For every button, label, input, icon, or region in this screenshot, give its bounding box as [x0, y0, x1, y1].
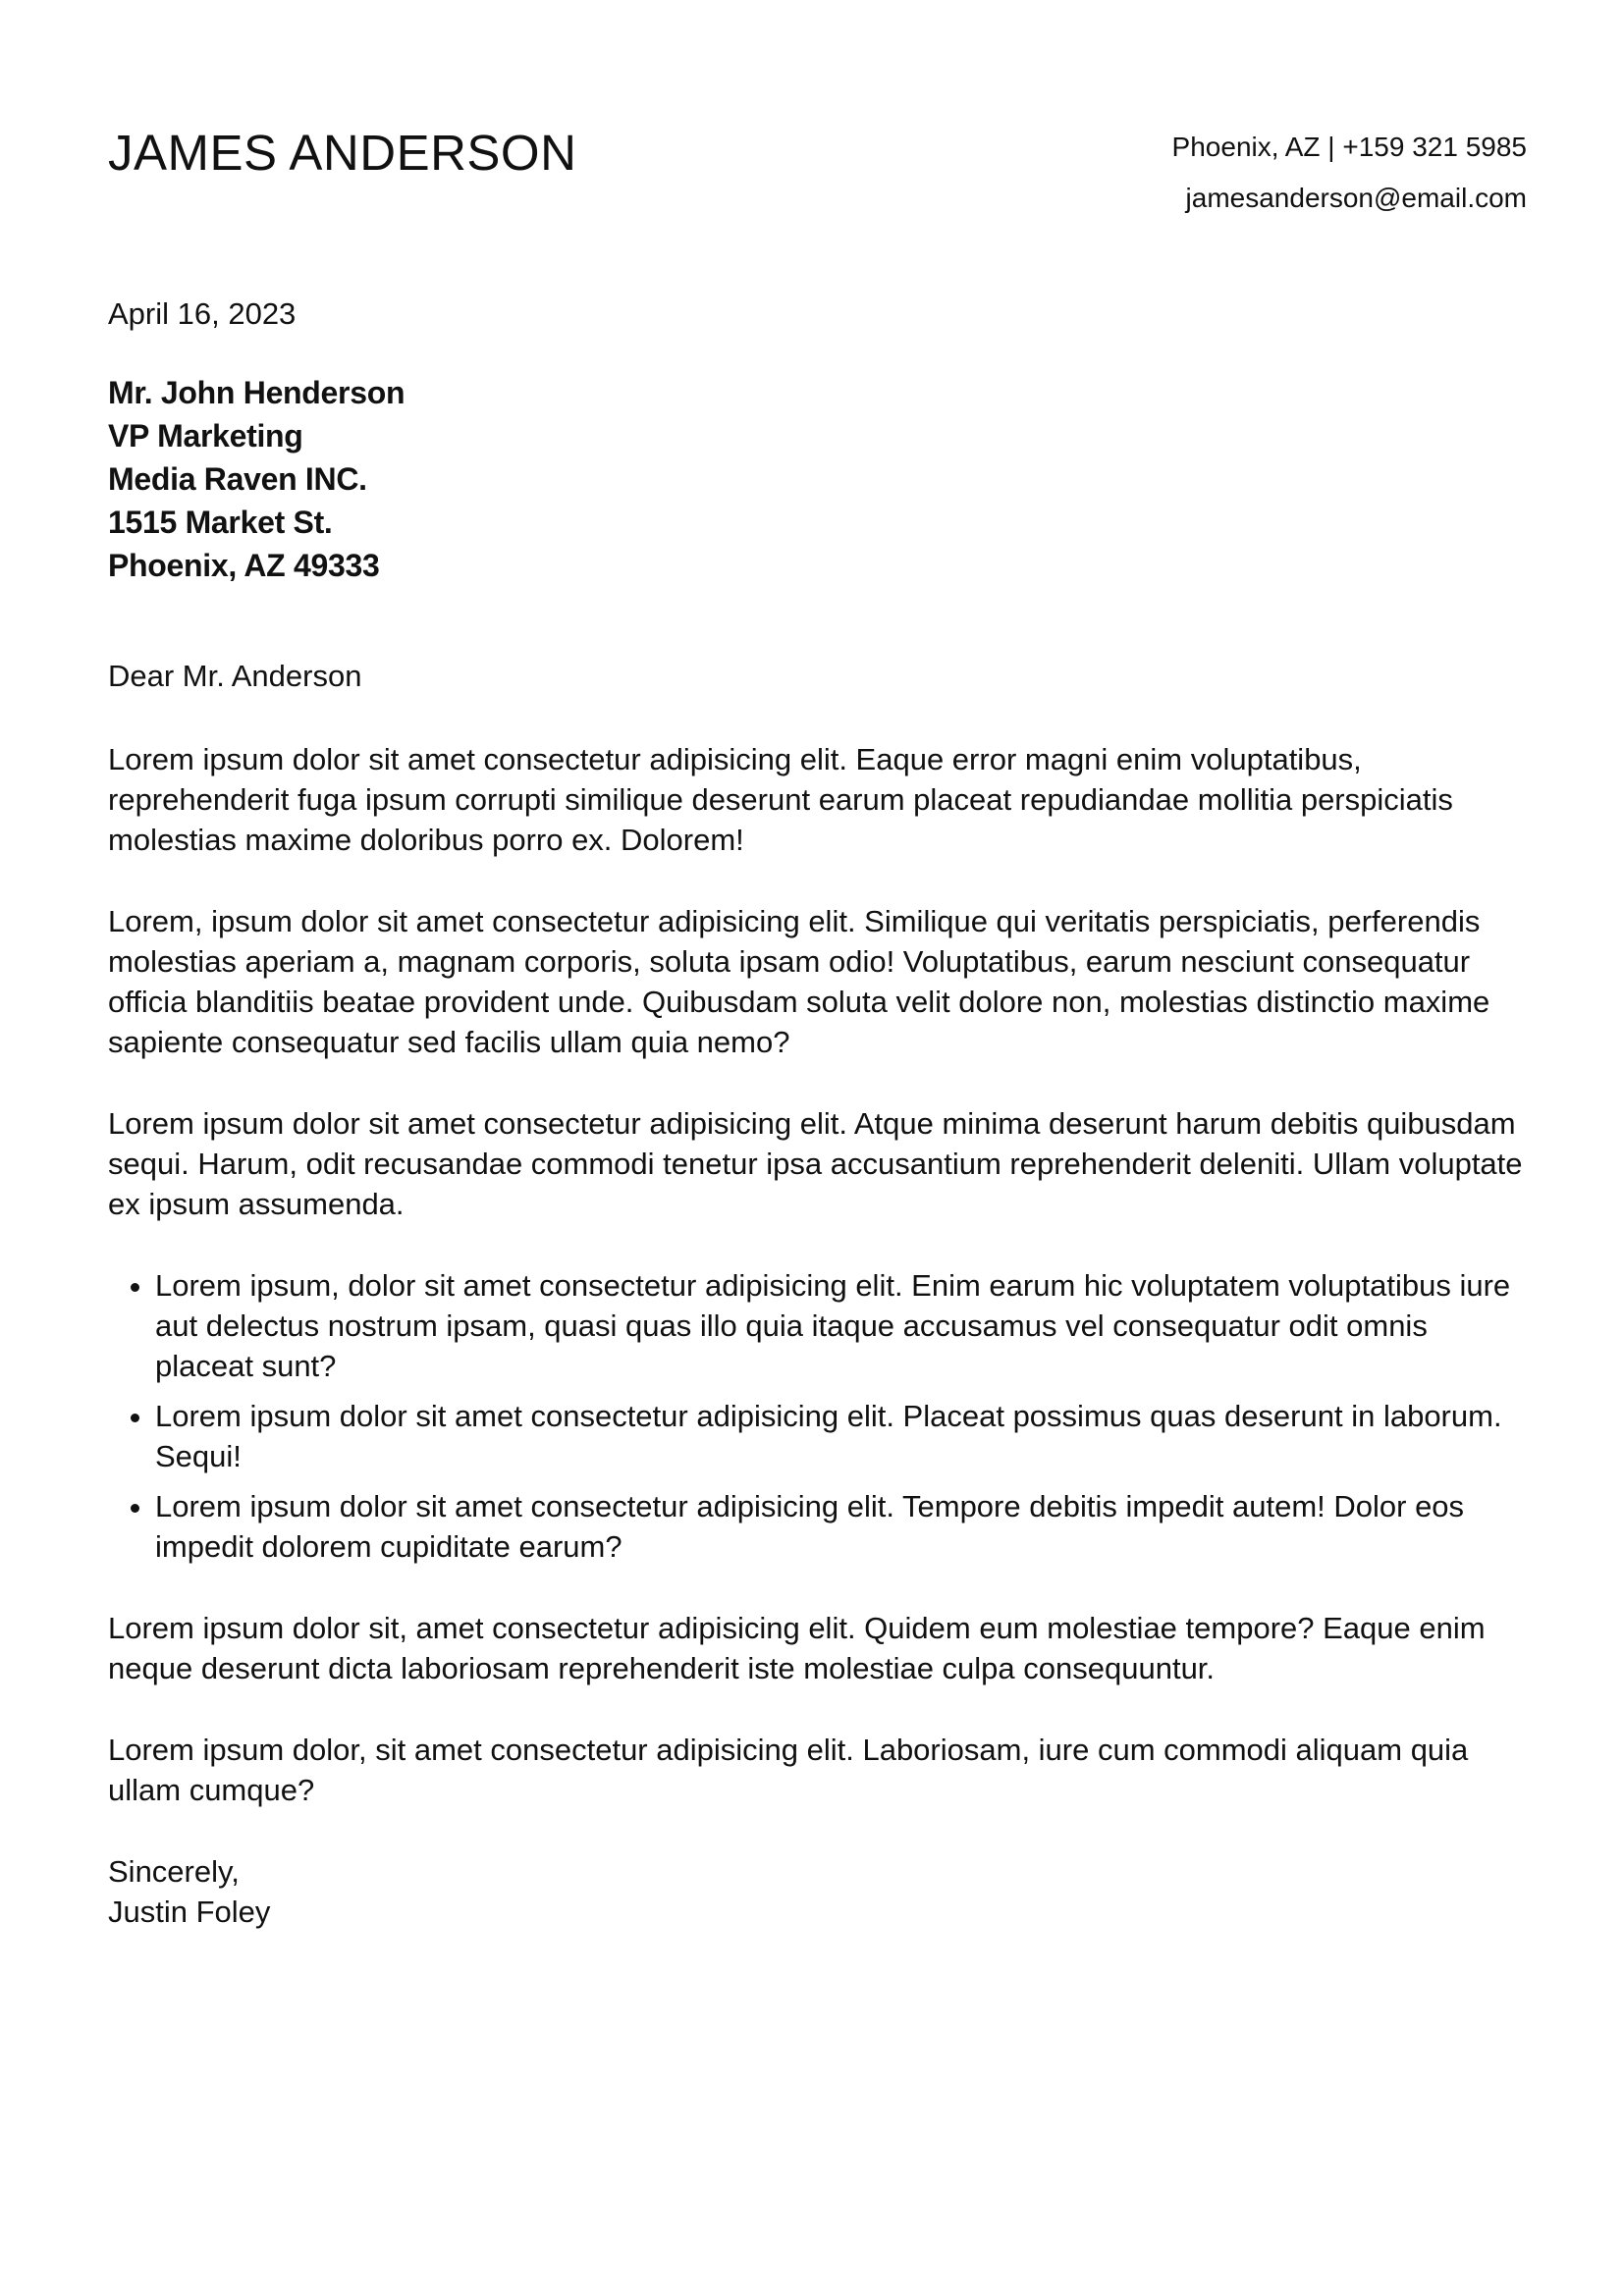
letter-date: April 16, 2023 — [108, 296, 297, 331]
body-paragraph: Lorem, ipsum dolor sit amet consectetur adipisicing elit. Similique qui veritatis perspiciatis, perferendis molestias aperiam a, magnam corporis, soluta ipsam odio! Voluptatibus, earum nesciunt consequatur officia blanditiis beatae provident unde. Quibusdam soluta velit dolore non, molestias distinctio maxime sapiente consequatur sed facilis ullam quia nemo? — [108, 904, 1490, 1059]
closing-phrase: Sincerely, — [108, 1854, 240, 1889]
body-paragraph: Lorem ipsum dolor sit, amet consectetur adipisicing elit. Quidem eum molestiae tempore? Eaque enim neque deserunt dicta laboriosam reprehenderit iste molestiae culpa consequuntur. — [108, 1611, 1486, 1685]
bullet-item: • Lorem ipsum, dolor sit amet consectetur adipisicing elit. Enim earum hic voluptatem voluptatibus iure aut delectus nostrum ipsam, quasi quas illo quia itaque accusamus vel consequatur odit omnis placeat sunt? — [155, 1265, 1527, 1386]
bullet-item: • Lorem ipsum dolor sit amet consectetur adipisicing elit. Placeat possimus quas deserunt in laborum. Sequi! — [155, 1396, 1527, 1476]
sender-email: jamesanderson@email.com — [1185, 183, 1527, 213]
recipient-name: Mr. John Henderson — [108, 375, 406, 410]
letter-body — [108, 656, 1527, 1932]
signoff — [108, 1851, 1527, 1932]
body-paragraph: Lorem ipsum dolor, sit amet consectetur adipisicing elit. Laboriosam, iure cum commodi aliquam quia ullam cumque? — [108, 1733, 1469, 1807]
body-paragraph: Lorem ipsum dolor sit amet consectetur adipisicing elit. Atque minima deserunt harum debitis quibusdam sequi. Harum, odit recusandae commodi tenetur ipsa accusantium reprehenderit deleniti. Ullam voluptate ex ipsum assumenda. — [108, 1106, 1523, 1221]
sender-name: JAMES ANDERSON — [108, 125, 577, 181]
recipient-company: Media Raven INC. — [108, 461, 367, 497]
sender-location-phone: Phoenix, AZ | +159 321 5985 — [1171, 132, 1527, 162]
recipient-street: 1515 Market St. — [108, 505, 333, 540]
recipient-block — [108, 371, 405, 587]
recipient-title: VP Marketing — [108, 418, 303, 454]
bullet-item: • Lorem ipsum dolor sit amet consectetur adipisicing elit. Tempore debitis impedit autem! Dolor eos impedit dolorem cupiditate earum? — [155, 1486, 1527, 1567]
recipient-city: Phoenix, AZ 49333 — [108, 548, 380, 583]
signer-name: Justin Foley — [108, 1895, 271, 1929]
salutation: Dear Mr. Anderson — [108, 659, 362, 693]
sender-contact — [1172, 122, 1527, 224]
body-paragraph: Lorem ipsum dolor sit amet consectetur adipisicing elit. Eaque error magni enim voluptatibus, reprehenderit fuga ipsum corrupti similique deserunt earum placeat repudiandae mollitia perspiciatis molestias maxime doloribus porro ex. Dolorem! — [108, 742, 1453, 857]
bullet-list — [108, 1265, 1527, 1567]
